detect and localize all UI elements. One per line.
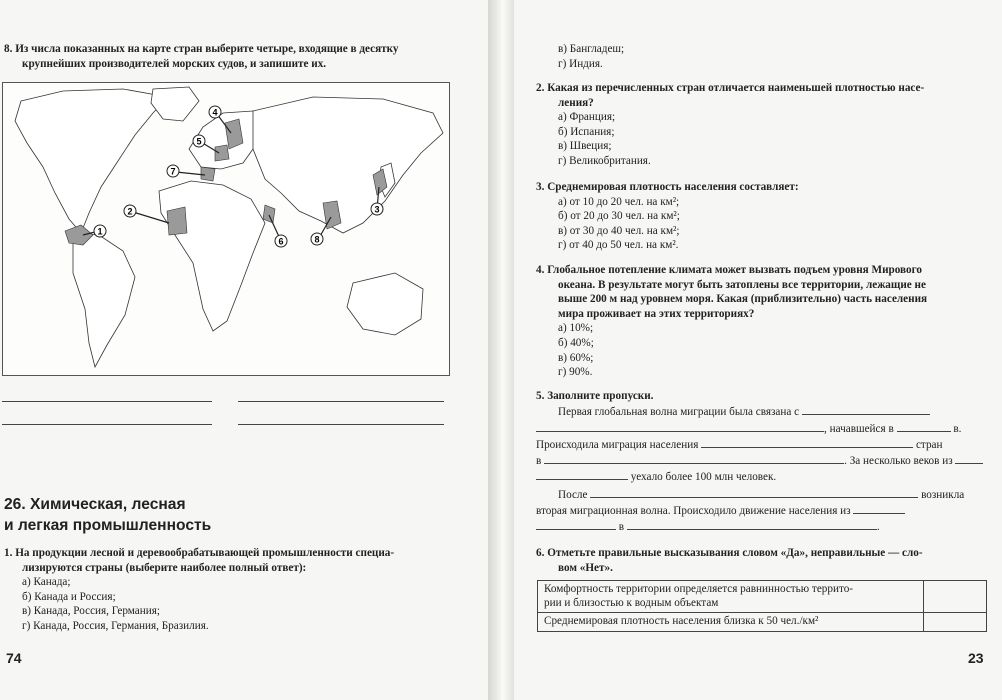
question-text-line: мира проживает на этих территориях? bbox=[558, 307, 755, 320]
answer-line[interactable] bbox=[238, 424, 444, 425]
map-marker-7: 7 bbox=[170, 166, 176, 177]
fill-blank[interactable] bbox=[955, 453, 983, 464]
world-map bbox=[2, 82, 450, 376]
answer-option[interactable]: а) Канада; bbox=[22, 576, 71, 589]
question-3 bbox=[536, 180, 996, 253]
question-text-line: океана. В результате могут быть затоплены все территории, лежащие не bbox=[558, 278, 926, 291]
question-4 bbox=[536, 263, 998, 380]
south-america-shape bbox=[73, 233, 135, 367]
map-marker-3: 3 bbox=[374, 204, 380, 215]
question-text-line: ления? bbox=[558, 96, 594, 109]
north-america-shape bbox=[15, 89, 168, 233]
answer-option[interactable]: б) Испания; bbox=[558, 125, 615, 138]
answer-option[interactable]: б) от 20 до 30 чел. на км²; bbox=[558, 210, 680, 223]
answer-option[interactable]: б) 40%; bbox=[558, 336, 594, 349]
answer-cell[interactable] bbox=[924, 613, 987, 632]
fill-text: Первая глобальная волна миграции была связана с bbox=[558, 406, 800, 418]
question-5-fill-text: , начавшейся в в. Происходила миграция населения стран в . За несколько веков из уехало более 100 млн человек. После возникла вторая миграционная волна. Происходило движение населения из в . bbox=[536, 421, 998, 535]
fill-text: После bbox=[558, 489, 588, 501]
answer-option[interactable]: г) Великобритания. bbox=[558, 154, 651, 167]
fill-text: вторая миграционная волна. Происходило движение населения из bbox=[536, 505, 851, 517]
fill-text: в. bbox=[953, 423, 962, 435]
answer-option[interactable]: г) 90%. bbox=[558, 366, 593, 379]
fill-blank[interactable] bbox=[536, 469, 628, 480]
fill-blank[interactable] bbox=[536, 519, 616, 530]
fill-blank[interactable] bbox=[627, 519, 877, 530]
fill-text: Происходила миграция населения bbox=[536, 439, 699, 451]
fill-text: , начавшейся в bbox=[824, 423, 894, 435]
table-row bbox=[538, 613, 987, 632]
answer-cell[interactable] bbox=[924, 581, 987, 613]
greenland-shape bbox=[151, 87, 199, 121]
fill-blank[interactable] bbox=[701, 437, 913, 448]
book-gutter bbox=[488, 0, 514, 700]
answer-table bbox=[537, 580, 987, 632]
section-title-line: и легкая промышленность bbox=[4, 517, 212, 534]
answer-line[interactable] bbox=[238, 401, 444, 402]
answer-option[interactable]: в) Канада, Россия, Германия; bbox=[22, 605, 160, 618]
map-marker-4: 4 bbox=[212, 107, 218, 118]
table-row bbox=[538, 581, 987, 613]
fill-text: в bbox=[618, 521, 625, 533]
question-number: 8. bbox=[4, 43, 13, 55]
fill-text: уехало более 100 млн человек. bbox=[630, 471, 777, 483]
question-6 bbox=[536, 546, 998, 575]
question-number: 2. bbox=[536, 82, 545, 94]
question-text-line: Среднемировая плотность населения составляет: bbox=[547, 181, 799, 193]
fill-blank[interactable] bbox=[897, 421, 951, 432]
question-text-line: Какая из перечисленных стран отличается наименьшей плотностью насе- bbox=[547, 82, 925, 94]
statement-cell: Комфортность территории определяется равнинностью террито- рии и близостью к водным объектам bbox=[538, 581, 924, 613]
answer-option[interactable]: в) от 30 до 40 чел. на км²; bbox=[558, 224, 680, 237]
fill-blank[interactable] bbox=[544, 453, 844, 464]
fill-text: в bbox=[536, 455, 542, 467]
fill-text: . За несколько веков из bbox=[844, 455, 953, 467]
world-map-drawing bbox=[3, 83, 449, 375]
question-text-line: На продукции лесной и деревообрабатывающей промышленности специа- bbox=[15, 547, 395, 559]
marked-country-7 bbox=[201, 167, 215, 181]
answer-line[interactable] bbox=[2, 401, 212, 402]
answer-option[interactable]: г) Индия. bbox=[558, 57, 603, 70]
marked-country-2 bbox=[167, 207, 187, 235]
answer-line[interactable] bbox=[2, 424, 212, 425]
question-number: 1. bbox=[4, 547, 13, 559]
marked-country-5 bbox=[215, 145, 229, 161]
answer-option[interactable]: а) Франция; bbox=[558, 111, 616, 124]
question-number: 5. bbox=[536, 390, 545, 402]
question-text-line: Глобальное потепление климата может вызвать подъем уровня Мирового bbox=[547, 264, 923, 276]
question-text-line: Отметьте правильные высказывания словом «Да», неправильные — сло- bbox=[547, 547, 923, 559]
fill-text: стран bbox=[915, 439, 943, 451]
answer-option[interactable]: в) Швеция; bbox=[558, 140, 612, 153]
question-number: 6. bbox=[536, 547, 545, 559]
question-number: 3. bbox=[536, 181, 545, 193]
australia-shape bbox=[347, 273, 423, 335]
page-number: 23 bbox=[968, 650, 984, 666]
fill-blank[interactable] bbox=[853, 503, 905, 514]
fill-blank[interactable] bbox=[536, 421, 824, 432]
question-text-line: вом «Нет». bbox=[558, 561, 613, 574]
map-marker-8: 8 bbox=[314, 234, 320, 245]
marked-country-6 bbox=[263, 205, 275, 223]
fill-blank[interactable] bbox=[802, 404, 930, 415]
question-5-fill-text bbox=[558, 404, 998, 420]
fill-text: возникла bbox=[921, 489, 965, 501]
section-title-line: 26. Химическая, лесная bbox=[4, 496, 186, 513]
map-marker-2: 2 bbox=[127, 206, 133, 217]
section-title bbox=[4, 494, 211, 536]
question-text-line: выше 200 м над уровнем моря. Какая (приблизительно) часть населения bbox=[558, 293, 928, 306]
previous-question-options bbox=[558, 42, 624, 71]
left-page bbox=[0, 0, 488, 700]
answer-option[interactable]: а) 10%; bbox=[558, 322, 594, 335]
question-2 bbox=[536, 81, 996, 169]
africa-shape bbox=[159, 181, 265, 331]
asia-shape bbox=[253, 97, 443, 233]
answer-option[interactable]: б) Канада и Россия; bbox=[22, 590, 116, 603]
question-text-line: лизируются страны (выберите наиболее полный ответ): bbox=[22, 561, 307, 574]
fill-blank[interactable] bbox=[590, 487, 918, 498]
map-marker-1: 1 bbox=[97, 226, 103, 237]
map-marker-5: 5 bbox=[196, 136, 202, 147]
statement-cell: Среднемировая плотность населения близка к 50 чел./км² bbox=[538, 613, 924, 632]
page-number: 74 bbox=[6, 650, 22, 666]
question-text-line: Из числа показанных на карте стран выберите четыре, входящие в десятку bbox=[15, 43, 399, 55]
map-marker-6: 6 bbox=[278, 236, 284, 247]
answer-option[interactable]: в) 60%; bbox=[558, 351, 594, 364]
answer-option[interactable]: в) Бангладеш; bbox=[558, 43, 625, 55]
question-text-line: крупнейших производителей морских судов, и запишите их. bbox=[22, 57, 327, 70]
question-number: 4. bbox=[536, 264, 545, 276]
question-text-line: Заполните пропуски. bbox=[547, 390, 654, 402]
question-8 bbox=[4, 42, 474, 71]
answer-option[interactable]: а) от 10 до 20 чел. на км²; bbox=[558, 195, 680, 208]
question-1 bbox=[4, 546, 474, 634]
question-5-title bbox=[536, 389, 998, 404]
answer-option[interactable]: г) Канада, Россия, Германия, Бразилия. bbox=[22, 619, 209, 632]
answer-option[interactable]: г) от 40 до 50 чел. на км². bbox=[558, 239, 679, 252]
